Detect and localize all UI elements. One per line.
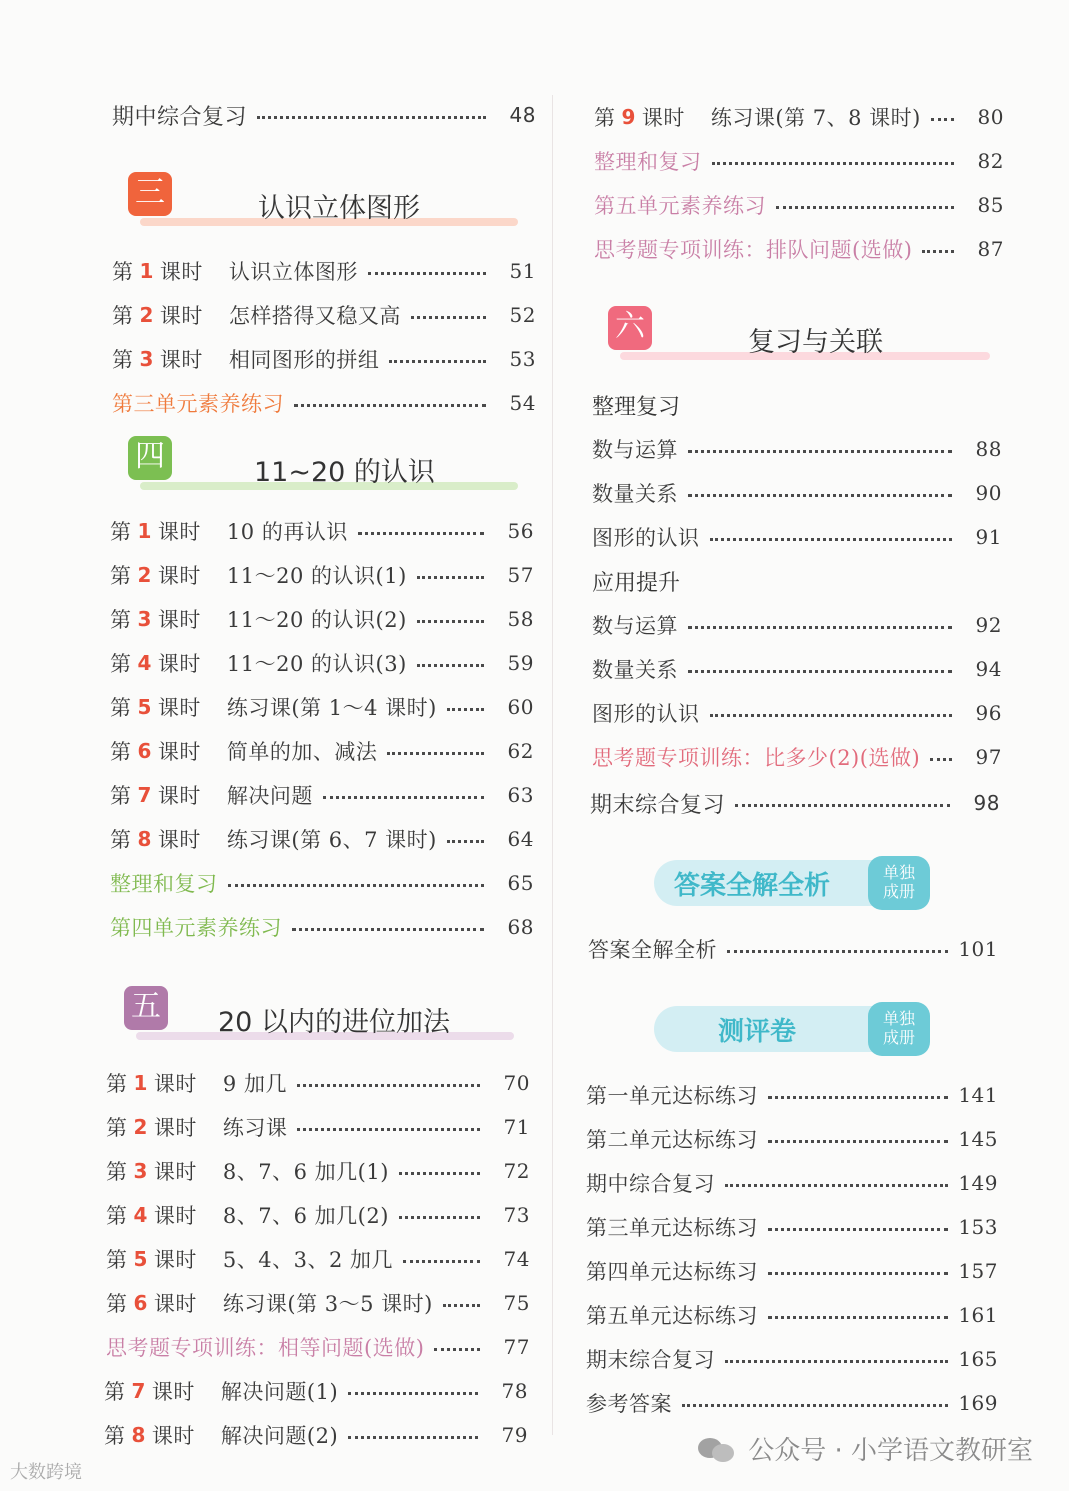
entry-title: 第四单元达标练习 — [586, 1260, 758, 1284]
toc-lesson-entry[interactable] — [110, 558, 534, 592]
entry-page: 88 — [975, 437, 1002, 461]
toc-lesson-entry[interactable] — [106, 1110, 530, 1144]
entry-page: 78 — [501, 1379, 528, 1403]
leader-dots — [447, 708, 484, 711]
unit-3-heading — [128, 172, 518, 232]
toc-entry[interactable] — [588, 932, 998, 966]
entry-page: 94 — [975, 657, 1002, 681]
entry-title: 练习课(第 1～4 课时) — [226, 696, 437, 720]
lesson-suffix: 课时 — [157, 696, 201, 720]
leader-dots — [768, 1316, 948, 1319]
standalone-tag — [868, 856, 930, 910]
lesson-number: 3 — [139, 347, 154, 371]
leader-dots — [712, 162, 955, 165]
lesson-number: 4 — [137, 651, 152, 675]
leader-dots — [399, 1172, 480, 1175]
leader-dots — [348, 1436, 478, 1439]
leader-dots — [768, 1228, 948, 1231]
lesson-prefix: 第 — [104, 1380, 126, 1404]
entry-title: 解决问题 — [226, 784, 313, 808]
leader-dots — [417, 664, 484, 667]
entry-title: 练习课 — [222, 1116, 288, 1140]
leader-dots — [768, 1272, 948, 1275]
unit-title: 复习与关联 — [748, 327, 883, 358]
toc-entry[interactable] — [592, 740, 1002, 774]
entry-page: 80 — [977, 105, 1004, 129]
lesson-suffix: 课时 — [157, 784, 201, 808]
leader-dots — [323, 796, 484, 799]
leader-dots — [768, 1096, 948, 1099]
leader-dots — [725, 1360, 948, 1363]
unit-title: 20 以内的进位加法 — [218, 1007, 450, 1038]
leader-dots — [710, 714, 953, 717]
leader-dots — [725, 1184, 948, 1187]
leader-dots — [727, 950, 948, 953]
entry-page: 157 — [958, 1259, 998, 1283]
unit-title: 认识立体图形 — [258, 193, 420, 224]
entry-page: 165 — [958, 1347, 998, 1371]
leader-dots — [368, 272, 486, 275]
entry-page: 51 — [509, 259, 536, 283]
entry-page: 85 — [977, 193, 1004, 217]
entry-page: 63 — [507, 783, 534, 807]
lesson-suffix: 课时 — [157, 608, 201, 632]
corner-watermark: 大数跨境 — [10, 1462, 82, 1483]
entry-page: 72 — [503, 1159, 530, 1183]
entry-page: 71 — [503, 1115, 530, 1139]
toc-lesson-entry[interactable] — [112, 342, 536, 376]
toc-lesson-entry[interactable] — [106, 1198, 530, 1232]
toc-lesson-entry[interactable] — [106, 1154, 530, 1188]
entry-page: 82 — [977, 149, 1004, 173]
entry-page: 91 — [975, 525, 1002, 549]
lesson-prefix: 第 — [112, 260, 134, 284]
leader-dots — [411, 316, 486, 319]
leader-dots — [417, 576, 484, 579]
entry-page: 141 — [958, 1083, 998, 1107]
leader-dots — [688, 450, 952, 453]
lesson-suffix: 课时 — [159, 304, 203, 328]
leader-dots — [930, 758, 952, 761]
entry-page: 92 — [975, 613, 1002, 637]
lesson-prefix: 第 — [106, 1204, 128, 1228]
lesson-suffix: 课时 — [159, 260, 203, 284]
unit-6-heading — [608, 306, 988, 366]
leader-dots — [358, 532, 484, 535]
column-divider — [552, 95, 553, 1435]
entry-page: 96 — [975, 701, 1002, 725]
leader-dots — [348, 1392, 478, 1395]
entry-title: 第三单元达标练习 — [586, 1216, 758, 1240]
entry-title: 数与运算 — [592, 438, 678, 462]
toc-lesson-entry[interactable] — [104, 1374, 528, 1408]
entry-page: 79 — [501, 1423, 528, 1447]
entry-title: 10 的再认识 — [226, 520, 348, 544]
lesson-number: 8 — [137, 827, 152, 851]
toc-lesson-entry[interactable] — [110, 690, 534, 724]
entry-page: 73 — [503, 1203, 530, 1227]
entry-title: 数量关系 — [592, 658, 678, 682]
entry-title: 练习课(第 3～5 课时) — [222, 1292, 433, 1316]
entry-title: 期末综合复习 — [590, 792, 726, 818]
lesson-number: 2 — [133, 1115, 148, 1139]
entry-title: 整理和复习 — [594, 150, 702, 174]
lesson-suffix: 课时 — [151, 1380, 195, 1404]
unit-badge: 六 — [608, 306, 652, 350]
entry-title: 思考题专项训练：排队问题(选做) — [594, 238, 913, 262]
lesson-prefix: 第 — [106, 1160, 128, 1184]
unit-5-heading — [124, 986, 514, 1046]
toc-lesson-entry[interactable] — [110, 646, 534, 680]
tag-line-2: 成册 — [882, 882, 915, 901]
entry-title: 9 加几 — [222, 1072, 287, 1096]
entry-page: 90 — [975, 481, 1002, 505]
lesson-suffix: 课时 — [153, 1072, 197, 1096]
entry-title: 答案全解全析 — [588, 938, 717, 962]
lesson-number: 5 — [137, 695, 152, 719]
entry-page: 62 — [507, 739, 534, 763]
leader-dots — [292, 928, 484, 931]
entry-page: 65 — [507, 871, 534, 895]
leader-dots — [922, 250, 954, 253]
entry-title: 思考题专项训练：相等问题(选做) — [106, 1336, 425, 1360]
leader-dots — [297, 1084, 480, 1087]
entry-title: 解决问题(2) — [220, 1424, 339, 1448]
entry-title: 第五单元达标练习 — [586, 1304, 758, 1328]
toc-entry[interactable] — [586, 1254, 998, 1288]
entry-page: 161 — [958, 1303, 998, 1327]
entry-page: 59 — [507, 651, 534, 675]
lesson-suffix: 课时 — [153, 1116, 197, 1140]
unit-title: 11~20 的认识 — [254, 457, 435, 488]
leader-dots — [682, 1404, 948, 1407]
entry-title: 练习课(第 7、8 课时) — [710, 106, 921, 130]
toc-entry[interactable] — [586, 1386, 998, 1420]
leader-dots — [387, 752, 484, 755]
entry-title: 期中综合复习 — [112, 104, 248, 130]
toc-lesson-entry[interactable] — [104, 1418, 528, 1452]
banner-title: 答案全解全析 — [674, 870, 831, 901]
lesson-prefix: 第 — [110, 608, 132, 632]
entry-title: 第一单元达标练习 — [586, 1084, 758, 1108]
lesson-number: 2 — [139, 303, 154, 327]
entry-title: 11～20 的认识(2) — [226, 608, 407, 632]
entry-title: 第四单元素养练习 — [110, 916, 282, 940]
lesson-prefix: 第 — [110, 740, 132, 764]
lesson-prefix: 第 — [110, 652, 132, 676]
toc-entry-midterm[interactable] — [112, 98, 536, 132]
entry-page: 97 — [975, 745, 1002, 769]
lesson-number: 1 — [139, 259, 154, 283]
leader-dots — [228, 884, 485, 887]
watermark — [698, 1430, 1033, 1467]
entry-page: 75 — [503, 1291, 530, 1315]
entry-title: 练习课(第 6、7 课时) — [226, 828, 437, 852]
lesson-suffix: 课时 — [153, 1248, 197, 1272]
lesson-number: 2 — [137, 563, 152, 587]
entry-title: 数量关系 — [592, 482, 678, 506]
entry-page: 54 — [509, 391, 536, 415]
lesson-number: 1 — [137, 519, 152, 543]
lesson-prefix: 第 — [106, 1072, 128, 1096]
lesson-number: 3 — [133, 1159, 148, 1183]
entry-title: 8、7、6 加几(2) — [222, 1204, 389, 1228]
leader-dots — [297, 1128, 480, 1131]
toc-lesson-entry[interactable] — [110, 778, 534, 812]
entry-page: 101 — [958, 937, 998, 961]
entry-page: 58 — [507, 607, 534, 631]
entry-title: 第二单元达标练习 — [586, 1128, 758, 1152]
entry-title: 第三单元素养练习 — [112, 392, 284, 416]
entry-page: 56 — [507, 519, 534, 543]
tag-line-1: 单独 — [882, 863, 915, 882]
unit-badge: 三 — [128, 172, 172, 216]
answers-banner — [654, 860, 924, 906]
lesson-number: 7 — [131, 1379, 146, 1403]
toc-entry[interactable] — [586, 1122, 998, 1156]
toc-lesson-entry[interactable] — [110, 514, 534, 548]
leader-dots — [688, 670, 952, 673]
entry-page: 145 — [958, 1127, 998, 1151]
entry-page: 48 — [509, 103, 536, 127]
lesson-suffix: 课时 — [157, 652, 201, 676]
unit-badge: 五 — [124, 986, 168, 1030]
entry-title: 数与运算 — [592, 614, 678, 638]
lesson-suffix: 课时 — [157, 520, 201, 544]
toc-entry[interactable] — [586, 1342, 998, 1376]
tests-banner — [654, 1006, 924, 1052]
toc-entry[interactable] — [586, 1298, 998, 1332]
entry-page: 74 — [503, 1247, 530, 1271]
entry-page: 77 — [503, 1335, 530, 1359]
entry-title: 期末综合复习 — [586, 1348, 715, 1372]
lesson-suffix: 课时 — [157, 828, 201, 852]
entry-title: 认识立体图形 — [228, 260, 358, 284]
lesson-number: 1 — [133, 1071, 148, 1095]
toc-entry[interactable] — [592, 476, 1002, 510]
entry-page: 52 — [509, 303, 536, 327]
toc-entry[interactable] — [586, 1210, 998, 1244]
lesson-number: 6 — [133, 1291, 148, 1315]
unit-4-heading — [128, 436, 518, 496]
entry-title: 整理和复习 — [110, 872, 218, 896]
lesson-prefix: 第 — [112, 304, 134, 328]
entry-page: 169 — [958, 1391, 998, 1415]
entry-title: 怎样搭得又稳又高 — [228, 304, 401, 328]
entry-title: 相同图形的拼组 — [228, 348, 380, 372]
entry-page: 68 — [507, 915, 534, 939]
toc-entry[interactable] — [594, 232, 1004, 266]
entry-page: 98 — [973, 791, 1000, 815]
lesson-prefix: 第 — [110, 520, 132, 544]
toc-entry[interactable] — [594, 188, 1004, 222]
lesson-number: 3 — [137, 607, 152, 631]
lesson-number: 7 — [137, 783, 152, 807]
leader-dots — [735, 804, 950, 807]
lesson-number: 4 — [133, 1203, 148, 1227]
leader-dots — [447, 840, 484, 843]
leader-dots — [710, 538, 953, 541]
lesson-prefix: 第 — [110, 828, 132, 852]
group-label-apply: 应用提升 — [592, 571, 681, 596]
lesson-suffix: 课时 — [157, 564, 201, 588]
lesson-suffix: 课时 — [153, 1204, 197, 1228]
lesson-prefix: 第 — [106, 1292, 128, 1316]
leader-dots — [434, 1348, 480, 1351]
entry-title: 5、4、3、2 加几 — [222, 1248, 394, 1272]
lesson-number: 9 — [621, 105, 636, 129]
entry-page: 70 — [503, 1071, 530, 1095]
entry-page: 64 — [507, 827, 534, 851]
lesson-suffix: 课时 — [159, 348, 203, 372]
toc-entry[interactable] — [592, 608, 1002, 642]
lesson-suffix: 课时 — [641, 106, 685, 130]
lesson-number: 5 — [133, 1247, 148, 1271]
lesson-number: 8 — [131, 1423, 146, 1447]
entry-page: 153 — [958, 1215, 998, 1239]
entry-title: 解决问题(1) — [220, 1380, 339, 1404]
standalone-tag — [868, 1002, 930, 1056]
toc-lesson-entry[interactable] — [110, 602, 534, 636]
entry-page: 57 — [507, 563, 534, 587]
leader-dots — [257, 116, 486, 119]
entry-title: 11～20 的认识(1) — [226, 564, 407, 588]
toc-entry[interactable] — [592, 432, 1002, 466]
lesson-prefix: 第 — [104, 1424, 126, 1448]
lesson-suffix: 课时 — [153, 1160, 197, 1184]
leader-dots — [403, 1260, 480, 1263]
wechat-icon — [698, 1434, 738, 1464]
entry-title: 图形的认识 — [592, 702, 700, 726]
group-label-review: 整理复习 — [592, 395, 681, 420]
leader-dots — [389, 360, 486, 363]
lesson-prefix: 第 — [110, 696, 132, 720]
lesson-suffix: 课时 — [151, 1424, 195, 1448]
lesson-prefix: 第 — [112, 348, 134, 372]
leader-dots — [776, 206, 954, 209]
unit-badge: 四 — [128, 436, 172, 480]
entry-page: 149 — [958, 1171, 998, 1195]
lesson-prefix: 第 — [110, 784, 132, 808]
toc-entry[interactable] — [594, 144, 1004, 178]
entry-title: 8、7、6 加几(1) — [222, 1160, 389, 1184]
entry-title: 参考答案 — [586, 1392, 672, 1416]
leader-dots — [443, 1304, 480, 1307]
toc-lesson-entry[interactable] — [106, 1286, 530, 1320]
toc-lesson-entry[interactable] — [594, 100, 1004, 134]
lesson-number: 6 — [137, 739, 152, 763]
toc-lesson-entry[interactable] — [112, 298, 536, 332]
leader-dots — [399, 1216, 480, 1219]
toc-entry[interactable] — [106, 1330, 530, 1364]
entry-title: 图形的认识 — [592, 526, 700, 550]
toc-lesson-entry[interactable] — [110, 734, 534, 768]
entry-title: 简单的加、减法 — [226, 740, 378, 764]
entry-title: 思考题专项训练：比多少(2)(选做) — [592, 746, 921, 770]
leader-dots — [688, 626, 952, 629]
toc-entry[interactable] — [592, 652, 1002, 686]
entry-title: 第五单元素养练习 — [594, 194, 766, 218]
toc-entry[interactable] — [110, 866, 534, 900]
toc-entry[interactable] — [110, 910, 534, 944]
toc-lesson-entry[interactable] — [112, 254, 536, 288]
toc-lesson-entry[interactable] — [106, 1242, 530, 1276]
toc-lesson-entry[interactable] — [110, 822, 534, 856]
leader-dots — [294, 404, 486, 407]
toc-entry[interactable] — [586, 1166, 998, 1200]
lesson-prefix: 第 — [106, 1116, 128, 1140]
entry-page: 87 — [977, 237, 1004, 261]
tag-line-2: 成册 — [882, 1028, 915, 1047]
watermark-text: 公众号 · 小学语文教研室 — [748, 1436, 1033, 1466]
toc-lesson-entry[interactable] — [106, 1066, 530, 1100]
toc-entry[interactable] — [586, 1078, 998, 1112]
leader-dots — [768, 1140, 948, 1143]
lesson-prefix: 第 — [594, 106, 616, 130]
entry-title: 11～20 的认识(3) — [226, 652, 407, 676]
tag-line-1: 单独 — [882, 1009, 915, 1028]
lesson-prefix: 第 — [106, 1248, 128, 1272]
toc-entry[interactable] — [112, 386, 536, 420]
entry-title: 期中综合复习 — [586, 1172, 715, 1196]
leader-dots — [417, 620, 484, 623]
entry-page: 53 — [509, 347, 536, 371]
lesson-prefix: 第 — [110, 564, 132, 588]
lesson-suffix: 课时 — [157, 740, 201, 764]
leader-dots — [688, 494, 952, 497]
banner-title: 测评卷 — [718, 1016, 797, 1047]
toc-entry[interactable] — [590, 786, 1000, 820]
entry-page: 60 — [507, 695, 534, 719]
leader-dots — [931, 118, 954, 121]
toc-entry[interactable] — [592, 696, 1002, 730]
toc-entry[interactable] — [592, 520, 1002, 554]
lesson-suffix: 课时 — [153, 1292, 197, 1316]
